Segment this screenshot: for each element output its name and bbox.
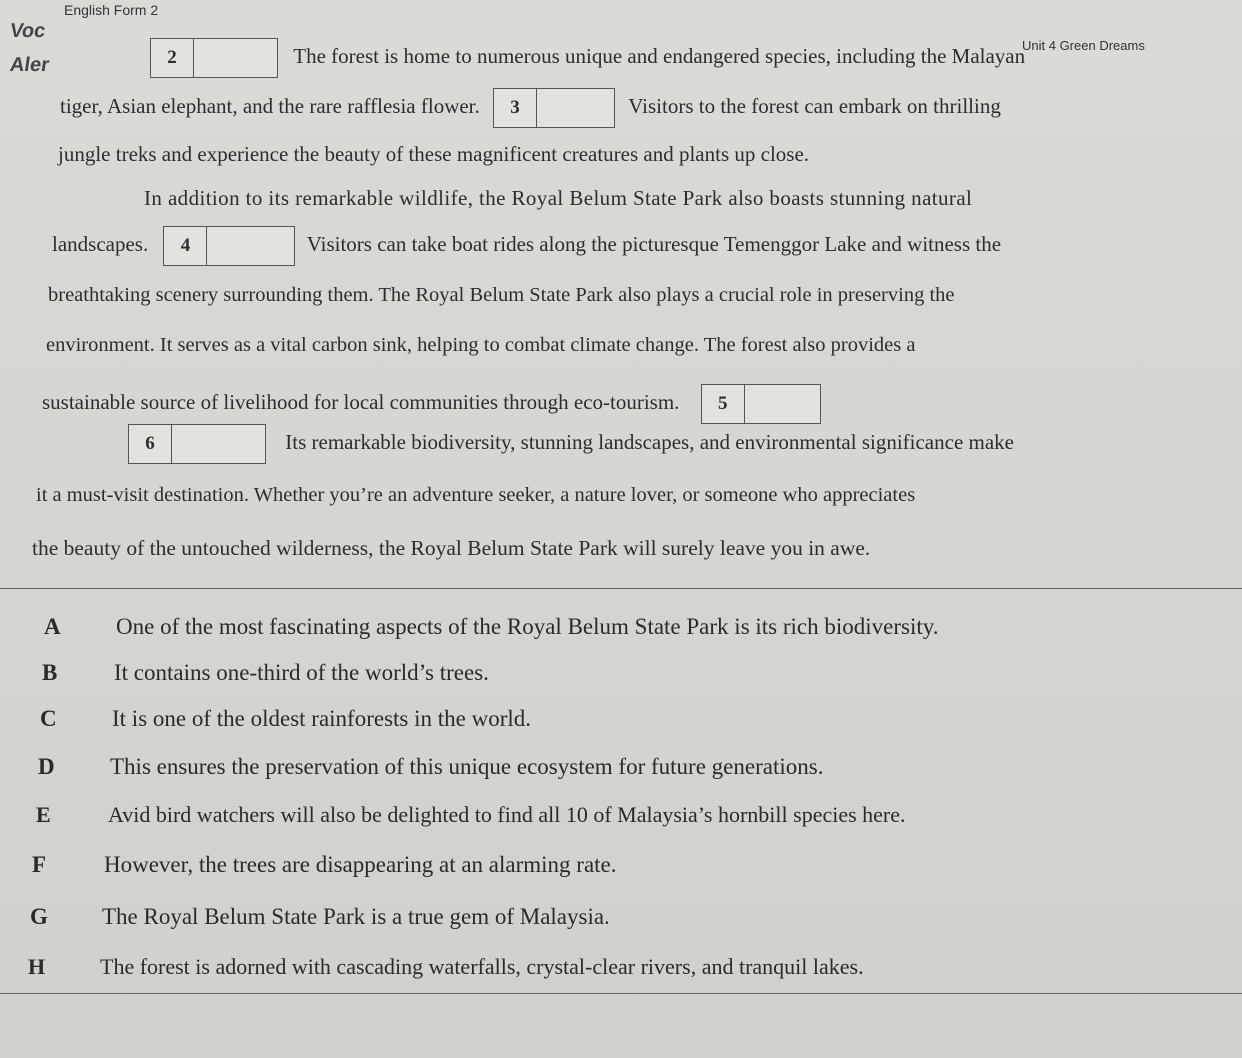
option-letter: F xyxy=(32,852,47,877)
option-text: The Royal Belum State Park is a true gem of Malaysia. xyxy=(102,904,610,929)
passage-text: landscapes. xyxy=(52,231,149,256)
option-f[interactable] xyxy=(32,852,617,878)
answer-blank-6[interactable] xyxy=(128,424,266,464)
passage-line-2 xyxy=(60,88,1001,128)
passage-line-1 xyxy=(150,38,1025,78)
option-d[interactable] xyxy=(38,754,823,780)
option-letter: B xyxy=(42,660,58,685)
answer-blank-5[interactable] xyxy=(701,384,821,424)
passage-text: sustainable source of livelihood for local communities through eco-tourism. xyxy=(42,389,680,414)
passage-line-4: In addition to its remarkable wildlife, the Royal Belum State Park also boasts stunning natural xyxy=(144,186,973,210)
book-title: English Form 2 xyxy=(64,2,159,18)
passage-text: Its remarkable biodiversity, stunning landscapes, and environmental significance make xyxy=(285,429,1014,454)
passage-text: The forest is home to numerous unique and endangered species, including the Malayan xyxy=(293,43,1026,68)
answer-blank-4[interactable] xyxy=(163,226,295,266)
blank-number: 3 xyxy=(494,89,537,127)
passage-text: Visitors to the forest can embark on thrilling xyxy=(628,93,1001,118)
blank-number: 5 xyxy=(702,385,745,423)
options-box xyxy=(0,588,1242,994)
option-text: This ensures the preservation of this unique ecosystem for future generations. xyxy=(110,754,824,779)
option-text: Avid bird watchers will also be delighted to find all 10 of Malaysia’s hornbill species here. xyxy=(108,802,906,827)
option-c[interactable] xyxy=(40,706,531,732)
option-letter: G xyxy=(30,904,48,929)
option-letter: A xyxy=(44,614,61,639)
blank-number: 6 xyxy=(129,425,172,463)
option-text: However, the trees are disappearing at an alarming rate. xyxy=(104,852,617,877)
option-text: One of the most fascinating aspects of the Royal Belum State Park is its rich biodiversity. xyxy=(116,614,939,639)
option-b[interactable] xyxy=(42,660,489,686)
passage-text: Visitors can take boat rides along the picturesque Temenggor Lake and witness the xyxy=(306,231,1002,256)
passage-text: tiger, Asian elephant, and the rare rafflesia flower. xyxy=(60,93,480,118)
option-g[interactable] xyxy=(30,904,610,930)
answer-blank-3[interactable] xyxy=(493,88,615,128)
option-letter: D xyxy=(38,754,55,779)
passage-line-7: environment. It serves as a vital carbon sink, helping to combat climate change. The forest also provides a xyxy=(46,334,916,356)
blank-number: 2 xyxy=(151,39,194,77)
blank-number: 4 xyxy=(164,227,207,265)
passage-line-8 xyxy=(42,384,821,424)
option-letter: H xyxy=(28,954,46,979)
answer-blank-2[interactable] xyxy=(150,38,278,78)
passage-line-9 xyxy=(128,424,1014,464)
side-fragment-aler: Aler xyxy=(8,54,51,76)
option-text: It is one of the oldest rainforests in the world. xyxy=(112,706,532,731)
side-fragment-voc: Voc xyxy=(8,20,47,42)
option-a[interactable] xyxy=(44,614,939,640)
option-h[interactable] xyxy=(28,954,864,980)
option-letter: C xyxy=(40,706,57,731)
passage-line-3: jungle treks and experience the beauty of these magnificent creatures and plants up close. xyxy=(58,142,810,166)
passage-line-5 xyxy=(52,226,1001,266)
unit-title: Unit 4 Green Dreams xyxy=(1022,38,1145,53)
passage-line-6: breathtaking scenery surrounding them. The Royal Belum State Park also plays a crucial role in preserving the xyxy=(48,284,955,306)
passage-line-10: it a must-visit destination. Whether you’re an adventure seeker, a nature lover, or someone who appreciates xyxy=(36,484,916,506)
option-letter: E xyxy=(36,802,51,827)
option-e[interactable] xyxy=(36,802,906,828)
option-text: It contains one-third of the world’s trees. xyxy=(114,660,489,685)
option-text: The forest is adorned with cascading waterfalls, crystal-clear rivers, and tranquil lakes. xyxy=(100,954,864,979)
passage-line-11: the beauty of the untouched wilderness, the Royal Belum State Park will surely leave you in awe. xyxy=(32,536,871,560)
